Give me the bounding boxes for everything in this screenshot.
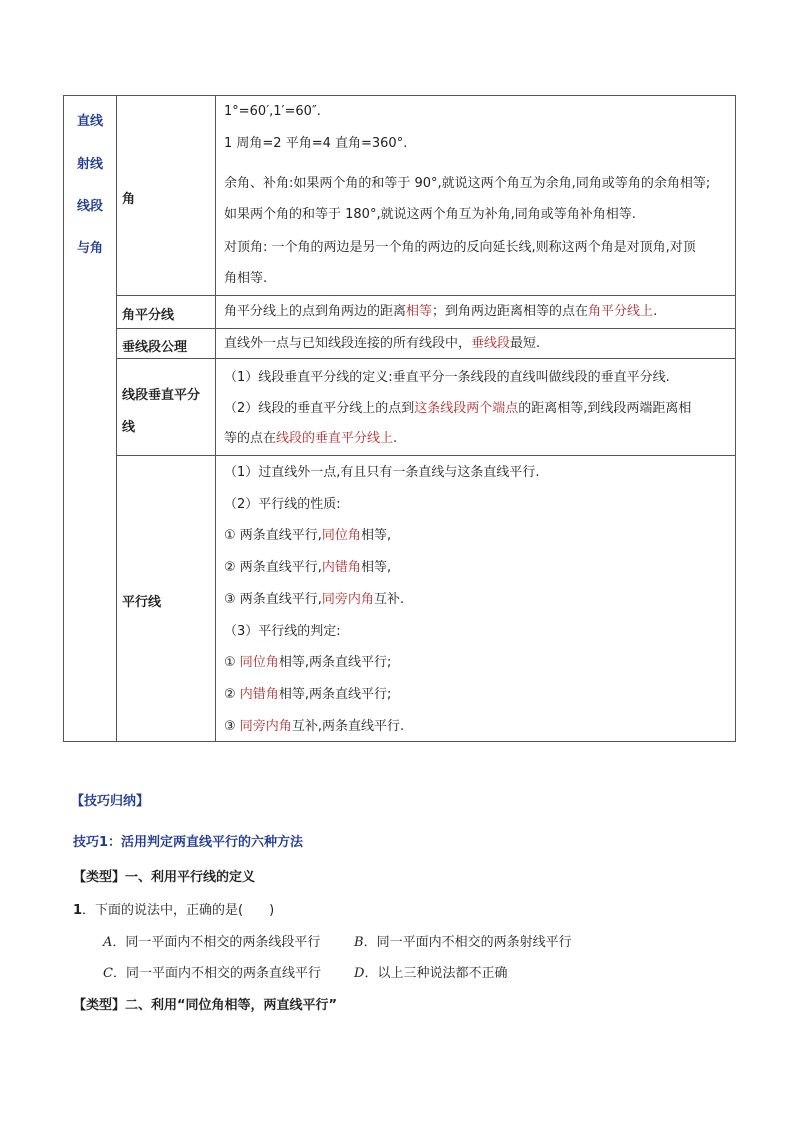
text-line: （3）平行线的判定: [224,624,341,639]
text-line [224,431,397,447]
text-span: ② [224,687,240,702]
tip-title: 技巧1：活用判定两直线平行的六种方法 [73,835,304,850]
text-line [224,592,404,608]
text-line: 1 周角=2 平角=4 直角=360°. [224,136,408,151]
text-line [224,655,391,671]
question-text: ．下面的说法中，正确的是( ) [82,903,275,918]
option-text: ．同一平面内不相交的两条直线平行 [112,966,321,981]
text-line [224,401,691,417]
row-label-perp-axiom: 垂线段公理 [122,340,188,355]
type-heading: 【类型】一、利用平行线的定义 [73,870,256,885]
text-line [224,528,391,544]
text-line: 余角、补角:如果两个角的和等于 90°,就说这两个角互为余角,同角或等角的余角相等; [224,176,711,191]
text-span: 相等, [360,560,392,575]
column-divider-1 [116,96,117,741]
option-letter: C [103,966,113,981]
row-divider [116,358,735,359]
highlight-text: 同旁内角 [321,592,374,607]
text-line [224,560,391,576]
row-label-angle: 角 [122,192,136,207]
highlight-text: 垂线段 [471,336,511,351]
row-label-perp-bisector-cont: 线 [122,420,136,435]
section-label-line: 与角 [76,241,103,256]
text-line [224,687,391,703]
option-letter: D [354,966,365,981]
text-line [224,719,404,735]
text-span: 相等, [360,528,392,543]
section-label-line: 直线 [76,114,103,129]
text-span: 的距离相等,到线段两端距离相 [518,401,692,416]
row-divider [116,295,735,296]
option-a[interactable] [103,931,320,950]
text-line [224,304,657,320]
highlight-text: 同位角 [321,528,361,543]
text-span: 相等,两条直线平行; [278,655,392,670]
knowledge-table [63,95,736,742]
option-letter: B [354,935,364,950]
option-b[interactable] [354,931,572,950]
text-span: ③ 两条直线平行, [224,592,322,607]
text-span: ③ [224,719,240,734]
text-line: 1°=60′,1′=60″. [224,104,321,119]
text-span: 相等,两条直线平行; [278,687,392,702]
text-line: 对顶角: 一个角的两边是另一个角的两边的反向延长线,则称这两个角是对顶角,对顶 [224,240,696,255]
question-stem [73,899,274,918]
text-line: 如果两个角的和等于 180°,就说这两个角互为补角,同角或等角补角相等. [224,207,636,222]
question-number: 1 [73,903,83,918]
highlight-text: 相等 [406,304,433,319]
highlight-text: 线段的垂直平分线上 [276,431,394,446]
highlight-text: 角平分线上 [588,304,654,319]
text-span: 直线外一点与已知线段连接的所有线段中， [224,336,472,351]
text-span: 互补,两条直线平行. [291,719,405,734]
column-divider-2 [215,96,216,741]
text-span: （2）线段的垂直平分线上的点到 [224,401,415,416]
text-line: （2）平行线的性质: [224,497,341,512]
text-span: ① 两条直线平行, [224,528,322,543]
section-label-line: 线段 [76,199,103,214]
row-label-bisector: 角平分线 [122,308,175,323]
text-span: . [393,431,398,446]
highlight-text: 内错角 [321,560,361,575]
row-divider [116,455,735,456]
text-span: 最短. [510,336,541,351]
option-d[interactable] [354,962,507,981]
highlight-text: 同旁内角 [239,719,292,734]
row-label-parallel: 平行线 [122,595,162,610]
text-span: 角平分线上的点到角两边的距离 [224,304,407,319]
section-label-line: 射线 [76,157,103,172]
text-span: 等的点在 [224,431,277,446]
type-heading: 【类型】二、利用“同位角相等，两直线平行” [73,998,338,1013]
text-span: . [653,304,658,319]
option-c[interactable] [103,962,321,981]
row-label-perp-bisector: 线段垂直平分 [122,388,201,403]
option-text: ．同一平面内不相交的两条射线平行 [363,935,572,950]
text-span: ；到角两边距离相等的点在 [432,304,589,319]
text-line: （1）过直线外一点,有且只有一条直线与这条直线平行. [224,465,540,480]
row-divider [116,328,735,329]
highlight-text: 内错角 [239,687,279,702]
section-label [64,96,116,256]
option-letter: A [103,935,113,950]
text-span: ① [224,655,240,670]
option-text: ．同一平面内不相交的两条线段平行 [112,935,321,950]
text-line [224,336,540,352]
text-span: 互补. [373,592,405,607]
tips-heading: 【技巧归纳】 [71,794,150,809]
text-line: （1）线段垂直平分线的定义:垂直平分一条线段的直线叫做线段的垂直平分线. [224,370,670,385]
text-span: ② 两条直线平行, [224,560,322,575]
text-line: 角相等. [224,271,268,286]
option-text: ．以上三种说法都不正确 [364,966,508,981]
highlight-text: 这条线段两个端点 [414,401,519,416]
highlight-text: 同位角 [239,655,279,670]
